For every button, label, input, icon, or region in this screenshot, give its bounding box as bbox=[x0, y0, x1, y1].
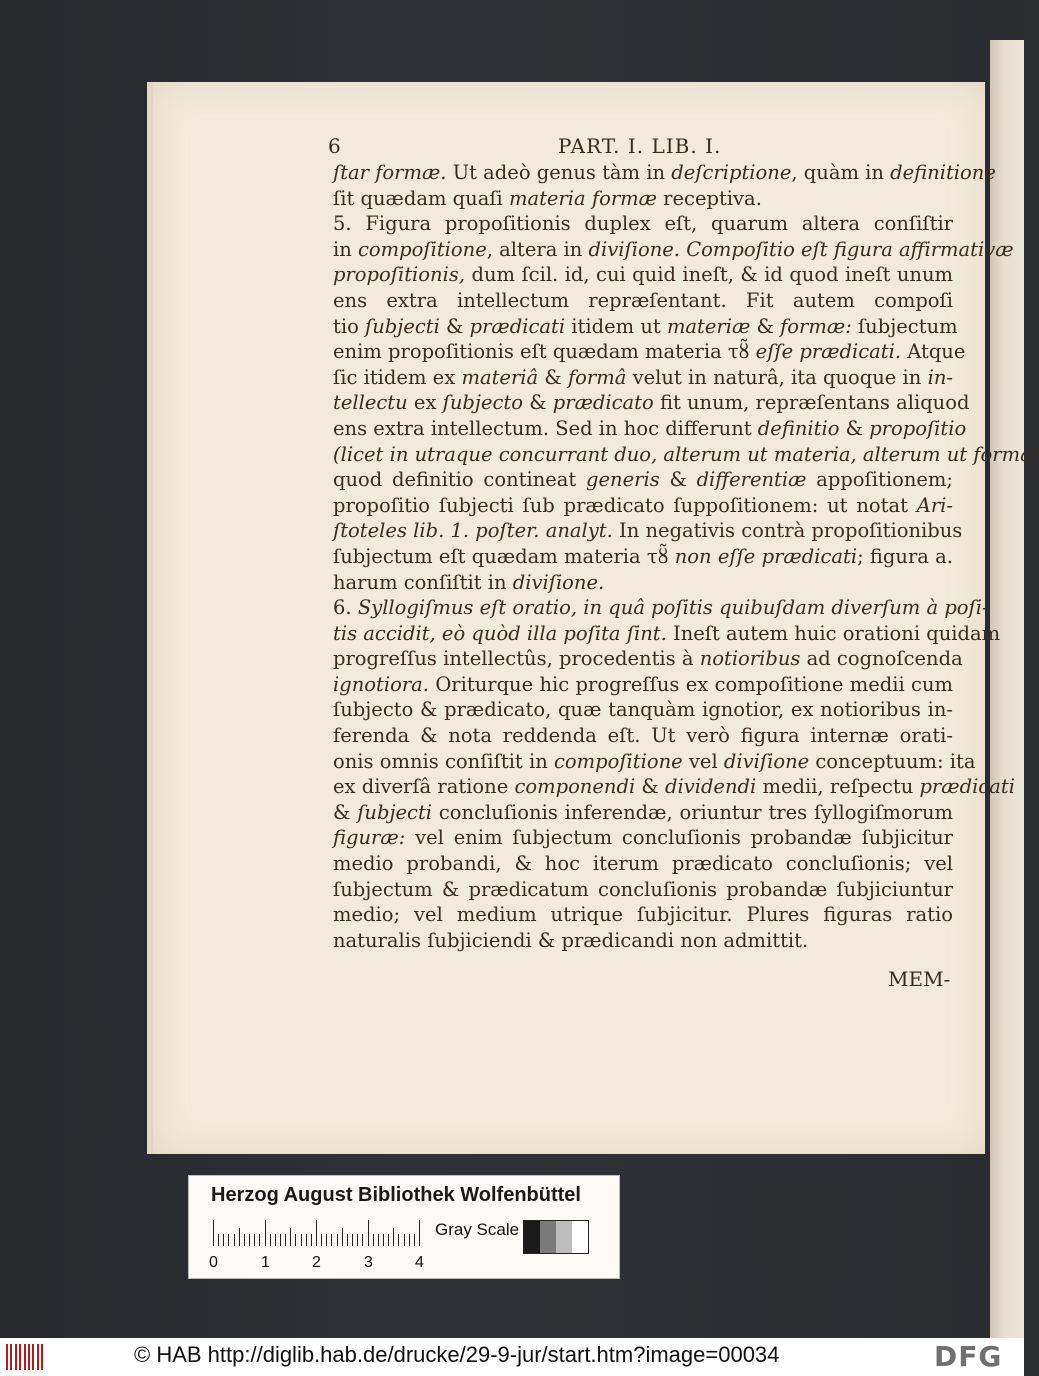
ruler-tick bbox=[311, 1234, 312, 1246]
text-line bbox=[333, 570, 953, 596]
text-segment: ſit quædam quaſi bbox=[333, 186, 509, 210]
text-line bbox=[333, 672, 953, 698]
ruler-tick bbox=[373, 1234, 374, 1246]
text-line bbox=[333, 262, 953, 288]
ruler-tick bbox=[414, 1234, 415, 1246]
stripe bbox=[32, 1344, 34, 1370]
text-segment: ſubjectum bbox=[851, 314, 958, 338]
italic-text: diviſione bbox=[723, 749, 810, 773]
text-segment: ad cognoſcenda bbox=[800, 647, 963, 671]
text-segment: tio bbox=[333, 314, 366, 338]
ruler-label: 4 bbox=[415, 1254, 424, 1271]
text-line bbox=[333, 493, 953, 519]
ruler-label: 2 bbox=[312, 1254, 321, 1271]
text-segment: medio; vel medium utrique ſubjicitur. Plures figuras ratio bbox=[333, 903, 953, 927]
italic-text: formâ bbox=[567, 365, 627, 389]
text-segment: harum conſiſtit in bbox=[333, 570, 513, 594]
italic-text: prædicato bbox=[552, 391, 654, 415]
text-line bbox=[333, 800, 953, 826]
italic-text: ſubjecti bbox=[357, 800, 433, 824]
text-line bbox=[333, 416, 967, 442]
text-segment: in bbox=[333, 237, 358, 261]
text-line bbox=[333, 928, 953, 954]
stripe bbox=[10, 1344, 12, 1370]
ruler-tick bbox=[259, 1234, 260, 1246]
text-line bbox=[333, 697, 953, 723]
text-line bbox=[333, 288, 953, 314]
italic-text: prædicati bbox=[919, 775, 1015, 799]
ruler-tick bbox=[419, 1220, 420, 1246]
ruler-tick bbox=[398, 1234, 399, 1246]
text-segment: Oriturque hic progreſſus ex compoſitione medii cum bbox=[428, 672, 953, 696]
italic-text: formæ: bbox=[780, 314, 852, 338]
italic-text: tellectu bbox=[333, 391, 408, 415]
italic-text: componendi bbox=[514, 775, 636, 799]
italic-text: Ari- bbox=[916, 493, 953, 517]
text-line bbox=[333, 160, 996, 186]
ruler-tick bbox=[326, 1234, 327, 1246]
ruler-tick bbox=[383, 1234, 384, 1246]
text-segment: velut in naturâ, ita quoque in bbox=[626, 365, 928, 389]
text-segment: Ineſt autem huic orationi quidam bbox=[666, 621, 1001, 645]
stripe bbox=[37, 1344, 39, 1370]
text-segment: enim propoſitionis eſt quædam materia τȣ̃ bbox=[333, 340, 756, 364]
ruler-tick bbox=[223, 1234, 224, 1246]
gray-scale-label: Gray Scale bbox=[435, 1220, 520, 1239]
ruler-tick bbox=[368, 1220, 369, 1246]
text-segment: dum ſcil. id, cui quid ineſt, & id quod ineſt unum bbox=[465, 263, 953, 287]
italic-text: tis accidit, eò quòd illa poſita ſint. bbox=[333, 621, 667, 645]
text-segment: & bbox=[750, 314, 781, 338]
ruler-tick bbox=[409, 1234, 410, 1246]
text-segment: concluſionis inferendæ, oriuntur tres ſyllogiſmorum bbox=[432, 800, 953, 824]
italic-text: ignotiora. bbox=[333, 672, 429, 696]
italic-text: (licet in utraque concurrant duo, alterum ut materia, alterum ut forma) bbox=[333, 442, 1039, 466]
text-segment: ex bbox=[407, 391, 443, 415]
ruler-tick bbox=[357, 1234, 358, 1246]
text-line bbox=[333, 851, 953, 877]
book-page bbox=[147, 82, 1039, 1154]
text-segment: & bbox=[635, 775, 665, 799]
italic-text: dividendi bbox=[664, 775, 757, 799]
text-segment: & bbox=[523, 391, 553, 415]
text-line bbox=[333, 314, 958, 340]
ruler-tick bbox=[378, 1234, 379, 1246]
italic-text: diviſione. bbox=[588, 237, 680, 261]
text-line bbox=[333, 595, 989, 621]
italic-text: ſtar formæ. bbox=[333, 161, 447, 184]
ruler-tick bbox=[234, 1234, 235, 1246]
text-segment: fit unum, repræſentans aliquod bbox=[653, 391, 970, 415]
ruler-tick bbox=[239, 1228, 240, 1246]
gray-swatch bbox=[556, 1221, 572, 1253]
ruler-tick bbox=[249, 1234, 250, 1246]
text-line bbox=[333, 467, 953, 493]
text-line bbox=[333, 518, 963, 544]
text-segment: 5. Figura propoſitionis duplex eſt, quarum altera conſiſtir bbox=[333, 212, 953, 236]
text-line bbox=[333, 902, 953, 928]
adjacent-page-edge bbox=[990, 40, 1024, 1338]
ruler-label: 0 bbox=[209, 1254, 218, 1271]
ruler-tick bbox=[218, 1234, 219, 1246]
italic-text: definitione bbox=[890, 161, 996, 184]
ruler-tick bbox=[285, 1234, 286, 1246]
ruler-tick bbox=[301, 1234, 302, 1246]
text-segment: quod definitio contineat bbox=[333, 468, 587, 492]
stripe bbox=[19, 1344, 21, 1370]
ruler-tick bbox=[404, 1234, 405, 1246]
text-segment: & bbox=[659, 468, 697, 492]
ruler-tick bbox=[337, 1234, 338, 1246]
text-segment: medio probandi, & hoc iterum prædicato concluſionis; vel bbox=[333, 852, 953, 876]
gray-swatch bbox=[572, 1221, 588, 1253]
ruler-tick bbox=[265, 1220, 266, 1246]
text-line bbox=[333, 390, 970, 416]
running-head: PART. I. LIB. I. bbox=[558, 134, 722, 158]
page-number: 6 bbox=[328, 134, 341, 158]
ruler-tick bbox=[270, 1234, 271, 1246]
dfg-logo: DFG bbox=[934, 1340, 1003, 1373]
italic-text: notioribus bbox=[699, 647, 801, 671]
text-segment: & bbox=[538, 365, 568, 389]
text-segment: onis omnis conſiſtit in bbox=[333, 749, 554, 773]
text-segment: ; figura a. bbox=[857, 544, 953, 568]
italic-text: materiâ bbox=[461, 365, 539, 389]
text-line bbox=[333, 237, 1014, 263]
ruler-tick bbox=[290, 1228, 291, 1246]
scale-card bbox=[188, 1175, 620, 1279]
text-segment: itidem ut bbox=[565, 314, 667, 338]
italic-text: materiæ bbox=[666, 314, 751, 338]
italic-text: definitio bbox=[757, 416, 840, 440]
text-line bbox=[333, 442, 1039, 468]
text-segment: receptiva. bbox=[656, 186, 762, 210]
italic-text: ſubjecto bbox=[442, 391, 523, 415]
ruler-tick bbox=[306, 1234, 307, 1246]
ruler-tick bbox=[275, 1234, 276, 1246]
text-segment: & bbox=[333, 800, 358, 824]
text-segment: ferenda & nota reddenda eſt. Ut verò figura internæ orati- bbox=[333, 724, 953, 748]
italic-text: propoſitionis, bbox=[333, 263, 466, 287]
text-segment: ſubjectum eſt quædam materia τȣ̃ bbox=[333, 544, 675, 568]
footer-bar bbox=[0, 1338, 1024, 1376]
text-line bbox=[333, 774, 1015, 800]
ruler-tick bbox=[362, 1234, 363, 1246]
italic-text: in- bbox=[927, 365, 953, 389]
ruler-label: 3 bbox=[364, 1254, 373, 1271]
italic-text: deſcriptione bbox=[671, 161, 792, 184]
italic-text: propoſitio bbox=[869, 416, 967, 440]
ruler-tick bbox=[295, 1234, 296, 1246]
ruler-tick bbox=[213, 1220, 214, 1246]
text-line bbox=[333, 339, 966, 365]
text-line bbox=[333, 646, 963, 672]
text-segment: ens extra intellectum. Sed in hoc differunt bbox=[333, 416, 758, 440]
italic-text: generis bbox=[586, 468, 660, 492]
text-segment: 6. bbox=[333, 596, 358, 620]
italic-text: diviſione. bbox=[512, 570, 605, 594]
text-segment: , quàm in bbox=[791, 161, 891, 184]
text-line bbox=[333, 365, 953, 391]
text-segment: ex diverſâ ratione bbox=[333, 775, 515, 799]
ruler-tick bbox=[331, 1234, 332, 1246]
text-line bbox=[333, 544, 953, 570]
italic-text: materia formæ bbox=[508, 186, 657, 210]
gray-swatch bbox=[540, 1221, 556, 1253]
ruler-tick bbox=[228, 1234, 229, 1246]
text-segment: & bbox=[839, 416, 870, 440]
text-line bbox=[333, 621, 1001, 647]
text-segment: ſubjectum & prædicatum concluſionis probandæ ſubjiciuntur bbox=[333, 877, 953, 901]
italic-text: ſtoteles lib. 1. poſter. analyt. bbox=[333, 519, 613, 543]
ruler-tick bbox=[352, 1234, 353, 1246]
text-segment: propoſitio ſubjecti ſub prædicato ſuppoſitionem: ut notat bbox=[333, 493, 917, 517]
gray-scale-swatches bbox=[523, 1220, 589, 1254]
stripe bbox=[24, 1344, 26, 1370]
italic-text: differentiæ bbox=[696, 468, 807, 492]
ruler-tick bbox=[244, 1234, 245, 1246]
text-line bbox=[333, 749, 976, 775]
ruler-tick bbox=[321, 1234, 322, 1246]
ruler-tick bbox=[342, 1228, 343, 1246]
text-segment: ſubjecto & prædicato, quæ tanquàm ignotior, ex notioribus in- bbox=[333, 698, 953, 722]
ruler-label: 1 bbox=[261, 1254, 270, 1271]
ruler-tick bbox=[254, 1234, 255, 1246]
text-segment: Ut adeò genus tàm in bbox=[446, 161, 672, 184]
ruler bbox=[213, 1220, 419, 1246]
ruler-tick bbox=[280, 1234, 281, 1246]
text-segment: naturalis ſubjiciendi & prædicandi non admittit. bbox=[333, 928, 809, 952]
ruler-tick bbox=[316, 1220, 317, 1246]
text-line bbox=[333, 211, 953, 237]
text-segment: medii, reſpectu bbox=[756, 775, 920, 799]
text-line bbox=[333, 877, 953, 903]
text-segment: In negativis contrà propoſitionibus bbox=[612, 519, 963, 543]
text-segment: & bbox=[439, 314, 470, 338]
text-segment: appoſitionem; bbox=[806, 468, 953, 492]
ruler-tick bbox=[347, 1234, 348, 1246]
stripe bbox=[28, 1344, 30, 1370]
italic-text: Syllogiſmus eſt oratio, in quâ poſitis quibuſdam diverſum à poſi- bbox=[357, 596, 989, 620]
italic-text: Compoſitio eſt figura affirmativæ bbox=[686, 237, 1014, 261]
stripe bbox=[6, 1344, 8, 1370]
body-text bbox=[333, 160, 1039, 953]
italic-text: ſubjecti bbox=[365, 314, 440, 338]
italic-text: eſſe prædicati. bbox=[755, 340, 902, 364]
text-line bbox=[333, 825, 953, 851]
hab-stripes-icon bbox=[6, 1344, 46, 1370]
text-segment: ens extra intellectum repræſentant. Fit autem compoſi bbox=[333, 288, 953, 312]
stripe bbox=[15, 1344, 17, 1370]
text-line bbox=[333, 723, 953, 749]
footer-url[interactable]: © HAB http://diglib.hab.de/drucke/29-9-jur/start.htm?image=00034 bbox=[134, 1342, 780, 1367]
text-segment: vel bbox=[682, 749, 724, 773]
italic-text: compoſitione bbox=[553, 749, 683, 773]
italic-text: prædicati bbox=[469, 314, 566, 338]
italic-text: figuræ: bbox=[333, 826, 406, 850]
text-segment: ſic itidem ex bbox=[333, 365, 462, 389]
ruler-tick bbox=[393, 1228, 394, 1246]
ruler-tick bbox=[388, 1234, 389, 1246]
catchword: MEM- bbox=[888, 967, 951, 991]
italic-text: compoſitione bbox=[358, 237, 487, 261]
text-segment: , altera in bbox=[486, 237, 589, 261]
text-segment: vel enim ſubjectum concluſionis probandæ ſubjicitur bbox=[405, 826, 953, 850]
gray-swatch bbox=[524, 1221, 540, 1253]
text-segment: Atque bbox=[901, 340, 966, 364]
text-segment: conceptuum: ita bbox=[809, 749, 976, 773]
library-name: Herzog August Bibliothek Wolfenbüttel bbox=[211, 1184, 581, 1206]
italic-text: non eſſe prædicati bbox=[674, 544, 858, 568]
text-segment: progreſſus intellectûs, procedentis à bbox=[333, 647, 700, 671]
text-line bbox=[333, 186, 953, 212]
stripe bbox=[41, 1344, 43, 1370]
